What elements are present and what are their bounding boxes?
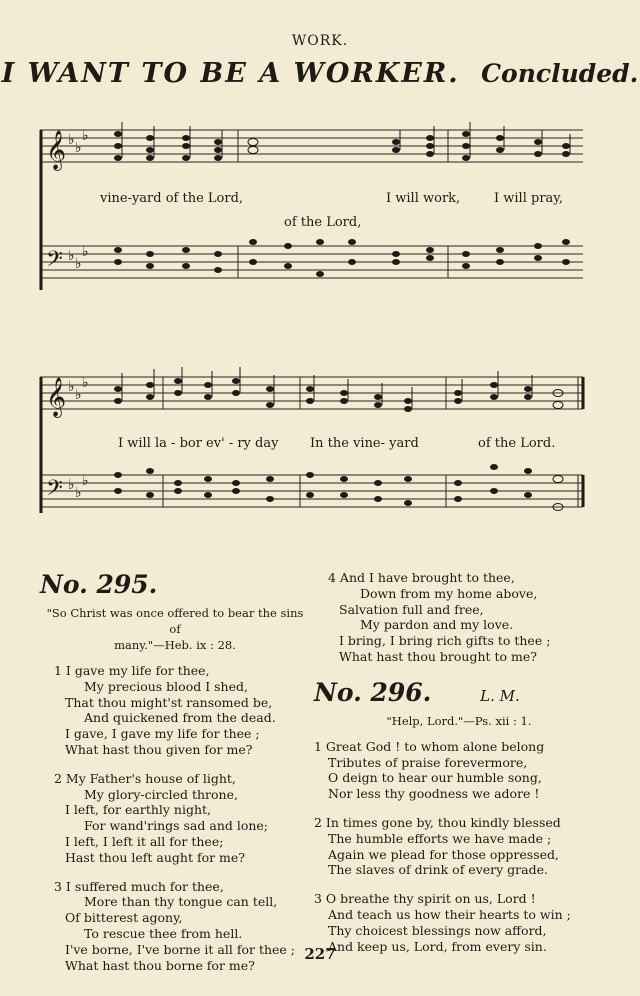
verse-line: The humble efforts we have made ; bbox=[328, 830, 552, 846]
verse-line: I left, I left it all for thee; bbox=[65, 833, 224, 849]
hymn-296-epigraph: "Help, Lord."—Ps. xii : 1. bbox=[386, 713, 532, 728]
verse-line: That thou might'st ransomed be, bbox=[65, 694, 273, 710]
song-title-main: I WANT TO BE A WORKER. bbox=[1, 58, 460, 89]
hymn-295-verse-1 bbox=[40, 663, 310, 758]
svg-text:♭: ♭ bbox=[82, 244, 89, 260]
score-system-2 bbox=[38, 365, 590, 525]
verse-line: Again we plead for those oppressed, bbox=[328, 846, 559, 862]
hymn-296 bbox=[314, 678, 604, 955]
lyric-s1-w3: I will pray, bbox=[494, 191, 564, 206]
hymn-295-epigraph-line2: many."—Heb. ix : 28. bbox=[114, 638, 236, 652]
svg-text:♭: ♭ bbox=[68, 379, 75, 395]
verse-line: Thy choicest blessings now afford, bbox=[328, 922, 547, 938]
verse-line: I left, for earthly night, bbox=[65, 802, 212, 818]
lyric-s2-w1: I will la - bor ev' - ry day bbox=[118, 436, 279, 451]
verse-line: O deign to hear our humble song, bbox=[328, 770, 542, 786]
hymn-295-verse-4 bbox=[314, 570, 604, 665]
verse-line: More than thy tongue can tell, bbox=[84, 894, 278, 910]
verse-line: I bring, I bring rich gifts to thee ; bbox=[339, 633, 551, 649]
verse-line: Hast thou left aught for me? bbox=[65, 849, 246, 865]
lyric-s2-w2: In the vine- yard bbox=[310, 436, 419, 451]
svg-text:𝄢: 𝄢 bbox=[46, 247, 63, 277]
lyric-s1-b: of the Lord, bbox=[284, 215, 362, 230]
verse-line: And keep us, Lord, from every sin. bbox=[328, 938, 547, 954]
verse-line: To rescue thee from hell. bbox=[84, 925, 243, 941]
hymn-296-meter: L. M. bbox=[480, 686, 520, 705]
svg-text:♭: ♭ bbox=[75, 140, 82, 156]
verse-line: What hast thou borne for me? bbox=[65, 957, 255, 973]
verse-line: 1 I gave my life for thee, bbox=[54, 663, 210, 678]
hymn-295 bbox=[40, 570, 310, 986]
verse-line: Tributes of praise forevermore, bbox=[328, 754, 528, 770]
treble-notes-2 bbox=[114, 378, 563, 412]
lyric-s1-w1: vine-yard of the Lord, bbox=[100, 191, 244, 206]
verse-line: My precious blood I shed, bbox=[84, 678, 248, 694]
svg-text:♭: ♭ bbox=[82, 128, 89, 144]
verse-line: My glory-circled throne, bbox=[84, 786, 238, 802]
right-column bbox=[314, 570, 604, 967]
hymn-296-verse-1 bbox=[314, 739, 604, 802]
hymn-295-epigraph-line1: "So Christ was once offered to bear the sins of bbox=[46, 606, 304, 636]
verse-line: Nor less thy goodness we adore ! bbox=[328, 786, 540, 802]
svg-text:♭: ♭ bbox=[82, 473, 89, 489]
verse-line: 2 In times gone by, thou kindly blessed bbox=[314, 814, 561, 830]
svg-text:♭: ♭ bbox=[75, 387, 82, 403]
svg-text:𝄞: 𝄞 bbox=[46, 377, 67, 417]
svg-text:♭: ♭ bbox=[82, 375, 89, 391]
hymn-296-verse-2 bbox=[314, 815, 604, 878]
svg-text:♭: ♭ bbox=[68, 248, 75, 264]
hymn-295-verse-2 bbox=[40, 771, 310, 866]
song-title bbox=[0, 58, 640, 89]
verse-line: 3 O breathe thy spirit on us, Lord ! bbox=[314, 891, 536, 907]
verse-line: 4 And I have brought to thee, bbox=[328, 570, 515, 585]
hymn-296-number: No. 296. bbox=[314, 677, 432, 707]
verse-line: The slaves of drink of every grade. bbox=[328, 862, 548, 878]
svg-text:𝄢: 𝄢 bbox=[46, 476, 63, 506]
hymn-295-number: No. 295. bbox=[40, 570, 158, 599]
svg-text:♭: ♭ bbox=[75, 485, 82, 501]
verse-line: My pardon and my love. bbox=[360, 617, 514, 633]
hymn-295-epigraph bbox=[40, 605, 310, 653]
verse-line: What hast thou given for me? bbox=[65, 741, 253, 757]
verse-line: Salvation full and free, bbox=[339, 601, 484, 617]
lyric-s1-w2: I will work, bbox=[386, 191, 461, 206]
svg-text:♭: ♭ bbox=[68, 132, 75, 148]
verse-line: 2 My Father's house of light, bbox=[54, 770, 236, 786]
verse-line: For wand'rings sad and lone; bbox=[84, 818, 269, 834]
verse-line: What hast thou brought to me? bbox=[339, 648, 537, 664]
lyric-s2-w3: of the Lord. bbox=[478, 436, 556, 451]
hymn-296-heading bbox=[314, 678, 604, 707]
song-title-suffix: Concluded. bbox=[481, 59, 639, 88]
verse-line: 1 Great God ! to whom alone belong bbox=[314, 738, 545, 754]
bass-notes-1 bbox=[114, 239, 570, 277]
verse-line: And teach us how their hearts to win ; bbox=[328, 906, 571, 922]
music-system-2 bbox=[38, 365, 590, 525]
verse-line: Of bitterest agony, bbox=[65, 910, 183, 926]
page-number: 227 bbox=[304, 945, 336, 963]
verse-line: And quickened from the dead. bbox=[84, 710, 276, 726]
score-system-1 bbox=[38, 118, 590, 293]
verse-line: 3 I suffered much for thee, bbox=[54, 878, 224, 894]
music-system-1 bbox=[38, 118, 590, 293]
svg-text:𝄞: 𝄞 bbox=[46, 130, 67, 170]
svg-text:♭: ♭ bbox=[75, 256, 82, 272]
svg-text:♭: ♭ bbox=[68, 477, 75, 493]
verse-line: I've borne, I've borne it all for thee ; bbox=[65, 941, 296, 957]
bass-notes-2 bbox=[114, 464, 563, 511]
verse-line: I gave, I gave my life for thee ; bbox=[65, 726, 260, 742]
section-label: WORK. bbox=[291, 33, 349, 49]
verse-line: Down from my home above, bbox=[360, 585, 538, 601]
